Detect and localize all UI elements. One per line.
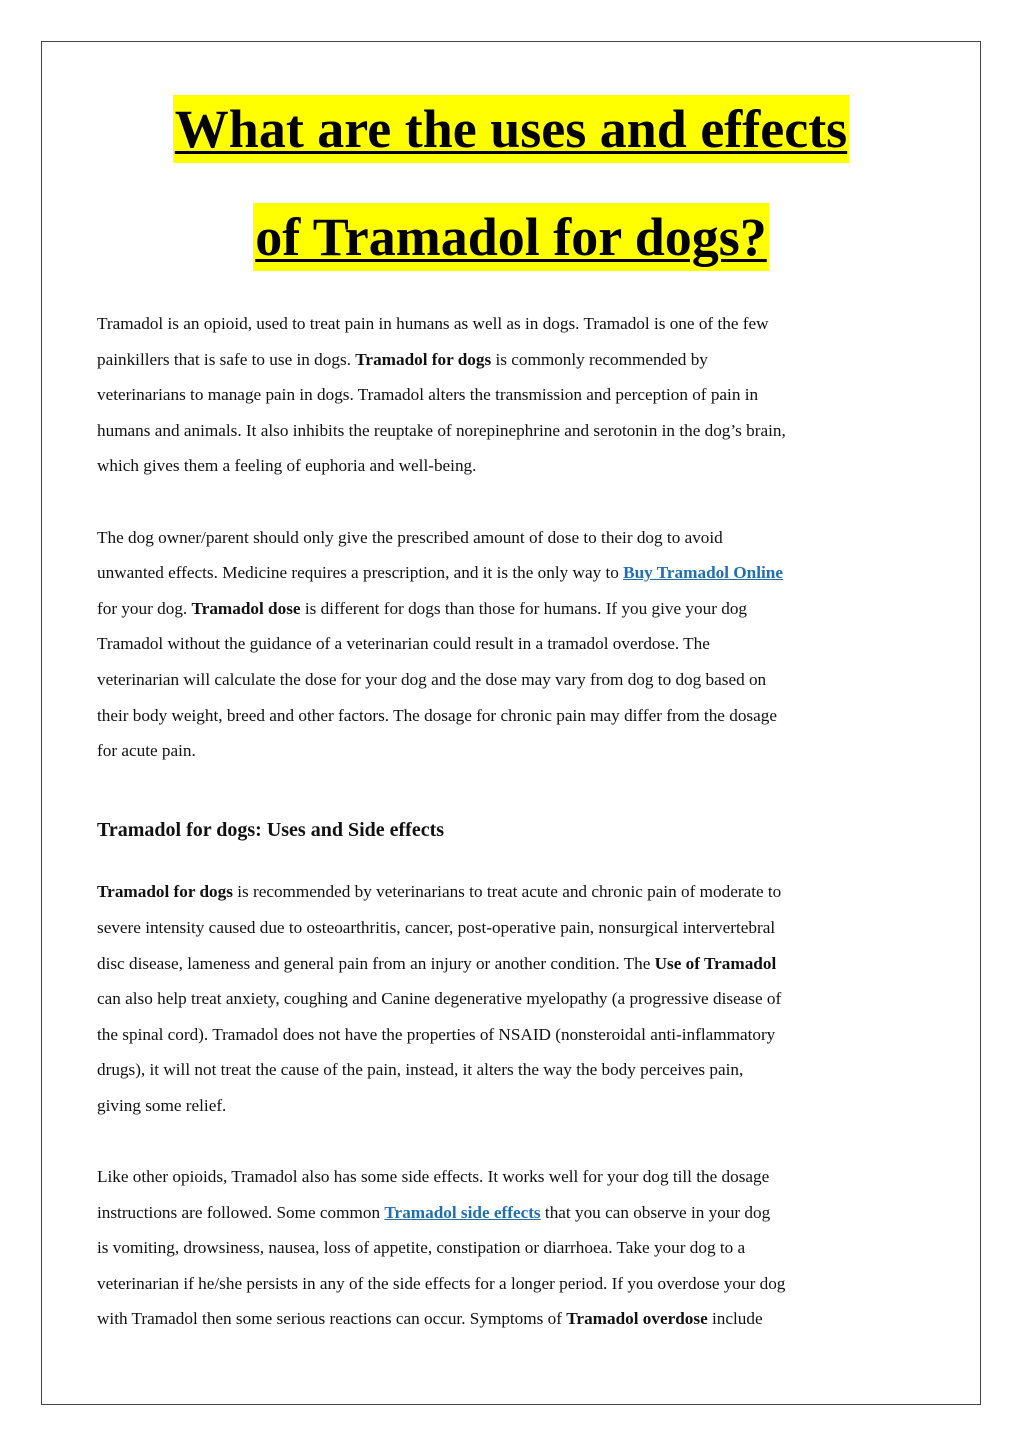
text-line: their body weight, breed and other factors. The dosage for chronic pain may differ from the dosage bbox=[97, 705, 777, 725]
text-line: Like other opioids, Tramadol also has some side effects. It works well for your dog till the dosage bbox=[97, 1167, 770, 1187]
text-line: The dog owner/parent should only give the prescribed amount of dose to their dog to avoid bbox=[97, 527, 723, 547]
text-line bbox=[97, 1195, 937, 1231]
paragraph-dosage bbox=[97, 520, 937, 769]
text-line: giving some relief. bbox=[97, 1095, 227, 1115]
text-line: is vomiting, drowsiness, nausea, loss of appetite, constipation or diarrhoea. Take your dog to a bbox=[97, 1238, 746, 1258]
article-body bbox=[97, 306, 937, 1337]
paragraph-uses bbox=[97, 874, 937, 1123]
heading-spacer bbox=[97, 848, 937, 874]
text-line: for acute pain. bbox=[97, 741, 196, 761]
text-span: for your dog. bbox=[97, 598, 192, 618]
bold-term: Tramadol overdose bbox=[566, 1309, 708, 1329]
text-span: is different for dogs than those for humans. If you give your dog bbox=[300, 598, 748, 618]
heading-spacer bbox=[97, 769, 937, 813]
title-line-1: What are the uses and effects bbox=[173, 95, 849, 163]
text-span: unwanted effects. Medicine requires a prescription, and it is the only way to bbox=[97, 563, 624, 583]
text-span: that you can observe in your dog bbox=[540, 1202, 771, 1222]
text-span: disc disease, lameness and general pain from an injury or another condition. The bbox=[97, 953, 655, 973]
text-span: instructions are followed. Some common bbox=[97, 1202, 385, 1222]
text-line bbox=[97, 874, 937, 910]
bold-term: Use of Tramadol bbox=[654, 953, 777, 973]
text-line: veterinarians to manage pain in dogs. Tramadol alters the transmission and perception of pain in bbox=[97, 385, 759, 405]
text-span: is commonly recommended by bbox=[491, 349, 708, 369]
text-span: is recommended by veterinarians to treat acute and chronic pain of moderate to bbox=[232, 882, 782, 902]
text-line: Tramadol is an opioid, used to treat pain in humans as well as in dogs. Tramadol is one of the few bbox=[97, 314, 769, 333]
text-line bbox=[97, 591, 937, 627]
text-line: drugs), it will not treat the cause of the pain, instead, it alters the way the body perceives pain, bbox=[97, 1060, 744, 1080]
text-line bbox=[97, 1301, 937, 1337]
text-span: include bbox=[707, 1309, 763, 1329]
bold-term: Tramadol for dogs bbox=[97, 882, 233, 902]
text-line: can also help treat anxiety, coughing and Canine degenerative myelopathy (a progressive disease of bbox=[97, 989, 782, 1009]
paragraph-spacer bbox=[97, 484, 937, 520]
text-line: veterinarian if he/she persists in any of the side effects for a longer period. If you overdose your dog bbox=[97, 1273, 786, 1293]
paragraph-intro bbox=[97, 306, 937, 484]
text-line bbox=[97, 342, 937, 378]
text-line: humans and animals. It also inhibits the reuptake of norepinephrine and serotonin in the dog’s brain, bbox=[97, 420, 786, 440]
paragraph-spacer bbox=[97, 1123, 937, 1159]
text-span: painkillers that is safe to use in dogs. bbox=[97, 349, 356, 369]
title-line-2: of Tramadol for dogs? bbox=[253, 203, 769, 271]
buy-tramadol-online-link[interactable]: Buy Tramadol Online bbox=[623, 563, 783, 583]
page-title bbox=[41, 95, 981, 271]
text-span: with Tramadol then some serious reactions can occur. Symptoms of bbox=[97, 1309, 567, 1329]
tramadol-side-effects-link[interactable]: Tramadol side effects bbox=[384, 1202, 541, 1222]
text-line bbox=[97, 555, 937, 591]
text-line: the spinal cord). Tramadol does not have the properties of NSAID (nonsteroidal anti-inflammatory bbox=[97, 1024, 776, 1044]
text-line: Tramadol without the guidance of a veterinarian could result in a tramadol overdose. The bbox=[97, 634, 710, 654]
text-line bbox=[97, 946, 937, 982]
text-line: severe intensity caused due to osteoarthritis, cancer, post-operative pain, nonsurgical intervertebral bbox=[97, 917, 776, 937]
section-heading: Tramadol for dogs: Uses and Side effects bbox=[97, 818, 445, 841]
bold-term: Tramadol for dogs bbox=[355, 349, 492, 369]
text-line: which gives them a feeling of euphoria and well-being. bbox=[97, 456, 477, 476]
text-line: veterinarian will calculate the dose for your dog and the dose may vary from dog to dog based on bbox=[97, 669, 767, 689]
bold-term: Tramadol dose bbox=[191, 598, 301, 618]
paragraph-side-effects bbox=[97, 1159, 937, 1337]
